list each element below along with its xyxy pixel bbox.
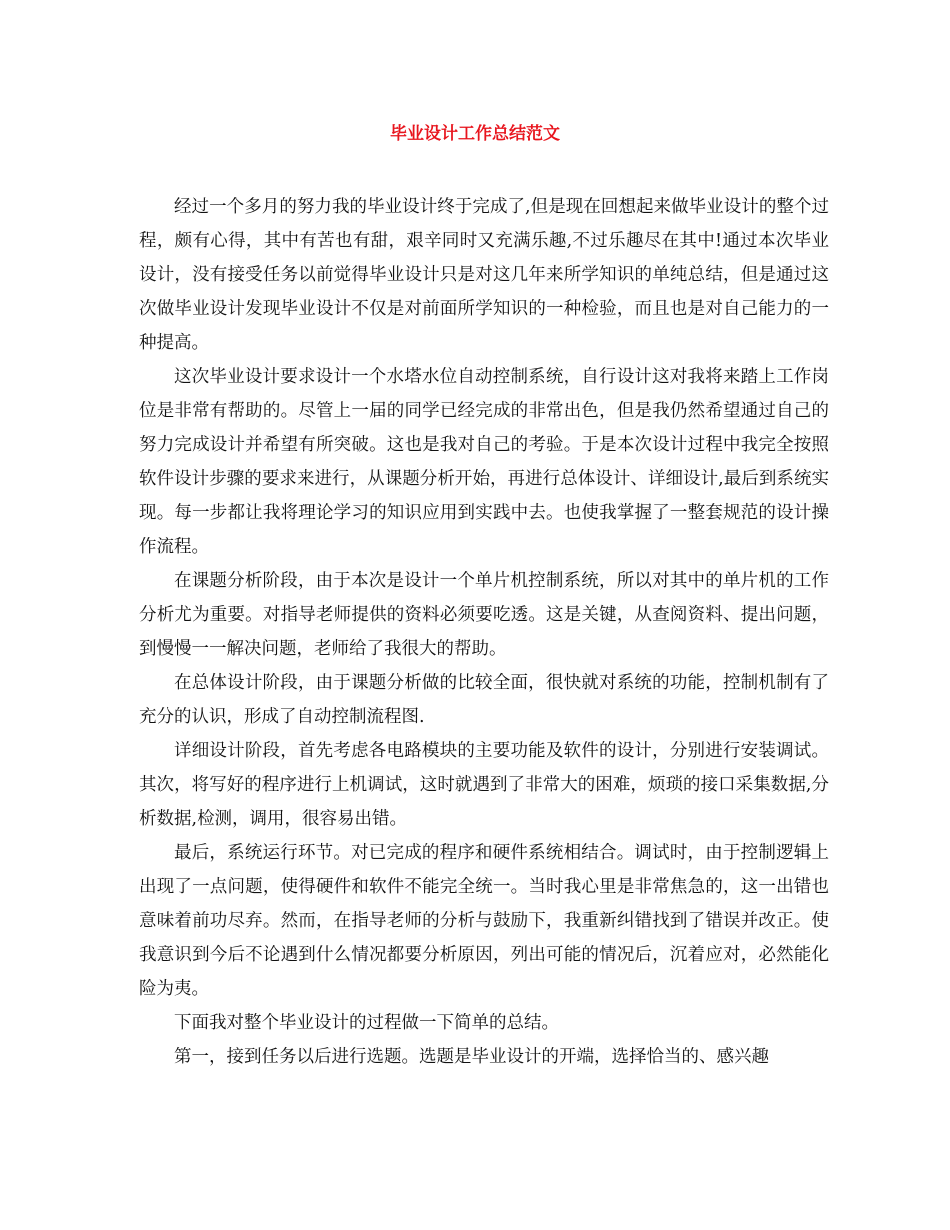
paragraph-8: 第一，接到任务以后进行选题。选题是毕业设计的开端，选择恰当的、感兴趣 — [174, 1047, 769, 1067]
paragraph-5: 详细设计阶段，首先考虑各电路模块的主要功能及软件的设计，分别进行安装调试。其次，将写好的程序进行上机调试，这时就遇到了非常大的困难，烦琐的接口采集数据,分析数据,检测，调用，很容易出错。 — [139, 741, 829, 829]
paragraph-7: 下面我对整个毕业设计的过程做一下简单的总结。 — [174, 1013, 559, 1033]
document-title: 毕业设计工作总结范文 — [390, 124, 560, 144]
paragraph-4: 在总体设计阶段，由于课题分析做的比较全面，很快就对系统的功能，控制机制有了充分的认识，形成了自动控制流程图. — [139, 673, 829, 727]
paragraph-1: 经过一个多月的努力我的毕业设计终于完成了,但是现在回想起来做毕业设计的整个过程，颇有心得，其中有苦也有甜，艰辛同时又充满乐趣,不过乐趣尽在其中!通过本次毕业设计，没有接受任务以前觉得毕业设计只是对这几年来所学知识的单纯总结，但是通过这次做毕业设计发现毕业设计不仅是对前面所学知识的一种检验，而且也是对自己能力的一种提高。 — [139, 197, 829, 353]
paragraph-6: 最后，系统运行环节。对已完成的程序和硬件系统相结合。调试时，由于控制逻辑上出现了一点问题，使得硬件和软件不能完全统一。当时我心里是非常焦急的，这一出错也意味着前功尽弃。然而，在指导老师的分析与鼓励下，我重新纠错找到了错误并改正。使我意识到今后不论遇到什么情况都要分析原因，列出可能的情况后，沉着应对，必然能化险为夷。 — [139, 843, 829, 999]
paragraph-3: 在课题分析阶段，由于本次是设计一个单片机控制系统，所以对其中的单片机的工作分析尤为重要。对指导老师提供的资料必须要吃透。这是关键，从查阅资料、提出问题，到慢慢一一解决问题，老师给了我很大的帮助。 — [139, 571, 829, 659]
paragraph-2: 这次毕业设计要求设计一个水塔水位自动控制系统，自行设计这对我将来踏上工作岗位是非常有帮助的。尽管上一届的同学已经完成的非常出色，但是我仍然希望通过自己的努力完成设计并希望有所突破。这也是我对自己的考验。于是本次设计过程中我完全按照软件设计步骤的要求来进行，从课题分析开始，再进行总体设计、详细设计,最后到系统实现。每一步都让我将理论学习的知识应用到实践中去。也使我掌握了一整套规范的设计操作流程。 — [139, 367, 829, 557]
document-body — [139, 190, 829, 1074]
